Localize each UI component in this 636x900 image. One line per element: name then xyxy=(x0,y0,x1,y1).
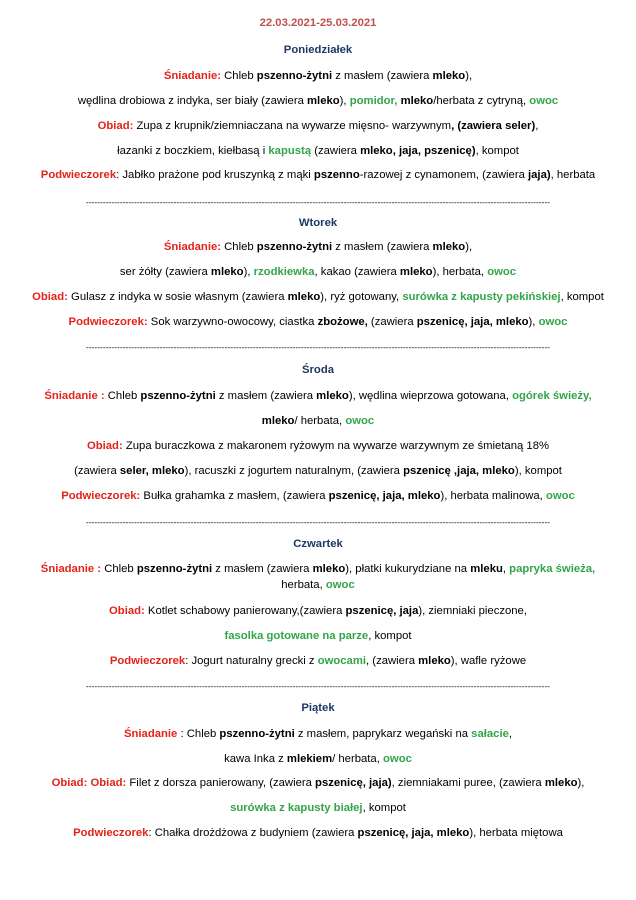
menu-line xyxy=(0,240,636,254)
menu-line xyxy=(0,144,636,158)
vegetable-fruit-text: papryka świeża, xyxy=(509,563,596,575)
vegetable-fruit-text: rzodkiewka xyxy=(253,266,315,278)
meal-label: Obiad: xyxy=(86,440,123,452)
menu-text: wędlina drobiowa z indyka, ser biały (zawiera xyxy=(77,95,308,107)
menu-text: kawa Inka z xyxy=(224,753,287,765)
menu-text: , kompot xyxy=(475,145,519,157)
menu-line xyxy=(0,168,636,182)
vegetable-fruit-text: owoc xyxy=(345,415,375,427)
meal-label: Podwieczorek xyxy=(40,169,117,181)
allergen-text: mleko xyxy=(287,291,321,303)
meal-label: Obiad: Obiad: xyxy=(51,777,127,789)
allergen-text: pszenicę, jaja, mleko xyxy=(328,490,441,502)
vegetable-fruit-text: owoc xyxy=(325,579,355,591)
menu-text: Gulasz z indyka w sosie własnym (zawiera xyxy=(67,291,288,303)
menu-text: (zawiera xyxy=(367,316,417,328)
date-range xyxy=(0,16,636,30)
allergen-text: mleko xyxy=(312,563,346,575)
allergen-text: pszenicę, jaja, mleko xyxy=(416,316,529,328)
menu-line xyxy=(0,562,636,576)
menu-text: ), ziemniaki pieczone, xyxy=(418,605,527,617)
menu-text: ), kompot xyxy=(514,465,562,477)
menu-text: 22.03.2021-25.03.2021 xyxy=(259,17,377,29)
vegetable-fruit-text: owoc xyxy=(538,316,568,328)
allergen-text: mleko xyxy=(544,777,578,789)
menu-text: : Jogurt naturalny grecki z xyxy=(185,655,318,667)
vegetable-fruit-text: kapustą xyxy=(268,145,312,157)
menu-text: Środa xyxy=(301,364,334,376)
menu-text: ), wafle ryżowe xyxy=(450,655,527,667)
menu-line xyxy=(0,94,636,108)
meal-label: Obiad: xyxy=(109,605,145,617)
day-heading-friday xyxy=(0,701,636,715)
menu-text: (zawiera xyxy=(74,465,120,477)
day-heading-thursday xyxy=(0,537,636,551)
allergen-text: mlekiem xyxy=(286,753,333,765)
vegetable-fruit-text: surówka z kapusty białej xyxy=(230,802,363,814)
menu-text: ), xyxy=(465,70,473,82)
allergen-text: pszenno-żytni xyxy=(136,563,213,575)
allergen-text: pszenicę, jaja, mleko xyxy=(357,827,470,839)
allergen-text: mleko xyxy=(432,241,466,253)
allergen-text: mleko xyxy=(432,70,466,82)
allergen-text: pszenno-żytni xyxy=(256,70,333,82)
menu-text: -razowej z cynamonem, (zawiera xyxy=(359,169,529,181)
menu-text: , kompot xyxy=(368,630,412,642)
vegetable-fruit-text: owoc xyxy=(529,95,559,107)
menu-text: z masłem (zawiera xyxy=(212,563,313,575)
allergen-text: mleko xyxy=(399,266,433,278)
menu-text: z masłem (zawiera xyxy=(332,241,433,253)
menu-text: Sok warzywno-owocowy, ciastka xyxy=(147,316,318,328)
menu-text: : Chleb xyxy=(177,728,220,740)
allergen-text: seler, mleko xyxy=(119,465,185,477)
allergen-text: mleko xyxy=(210,266,244,278)
menu-text: Chleb xyxy=(101,563,137,575)
meal-label: Obiad: xyxy=(97,120,134,132)
menu-text: ), xyxy=(339,95,350,107)
vegetable-fruit-text: surówka z kapusty pekińskiej xyxy=(402,291,561,303)
allergen-text: pszenno xyxy=(313,169,360,181)
menu-text: , xyxy=(508,728,513,740)
menu-text: Zupa buraczkowa z makaronem ryżowym na wywarze warzywnym ze śmietaną 18% xyxy=(122,440,550,452)
menu-text: ser żółty (zawiera xyxy=(119,266,211,278)
menu-text: Piątek xyxy=(301,702,335,714)
separator: -------------------------------------------------------------------------------------------------------------------------------------------------------------------- xyxy=(85,517,551,527)
menu-line xyxy=(0,629,636,643)
menu-line xyxy=(0,578,636,592)
allergen-text: mleko xyxy=(316,390,349,402)
menu-text: ), racuszki z jogurtem naturalnym, (zawiera xyxy=(184,465,404,477)
menu-text: Czwartek xyxy=(293,538,343,550)
menu-text: z masłem, paprykarz wegański na xyxy=(294,728,472,740)
day-heading-monday xyxy=(0,43,636,57)
menu-text: Chleb xyxy=(221,241,257,253)
menu-text: Wtorek xyxy=(298,217,338,229)
menu-line xyxy=(0,389,636,403)
menu-text: ), xyxy=(528,316,539,328)
menu-line xyxy=(0,119,636,133)
separator: -------------------------------------------------------------------------------------------------------------------------------------------------------------------- xyxy=(85,681,551,691)
menu-text: / herbata, xyxy=(294,415,346,427)
allergen-text: pszenicę, jaja) xyxy=(315,777,392,789)
menu-text: ), herbata miętowa xyxy=(469,827,563,839)
vegetable-fruit-text: owoc xyxy=(487,266,517,278)
meal-label: Podwieczorek: xyxy=(68,316,148,328)
menu-text: ), herbata malinowa, xyxy=(440,490,546,502)
menu-text: ), xyxy=(243,266,254,278)
menu-text: z masłem (zawiera xyxy=(215,390,317,402)
menu-line xyxy=(0,69,636,83)
vegetable-fruit-text: owoc xyxy=(383,753,412,765)
allergen-text: pszenno-żytni xyxy=(140,390,216,402)
menu-text: /herbata z cytryną, xyxy=(433,95,530,107)
vegetable-fruit-text: owocami xyxy=(317,655,367,667)
menu-line xyxy=(0,826,636,840)
menu-text: , kompot xyxy=(362,802,406,814)
menu-text: , xyxy=(502,563,510,575)
allergen-text: mleko xyxy=(418,655,451,667)
menu-text: , kakao (zawiera xyxy=(314,266,400,278)
menu-text: ), xyxy=(577,777,585,789)
meal-label: Podwieczorek: xyxy=(61,490,141,502)
allergen-text: pszenno-żytni xyxy=(256,241,333,253)
menu-text: , herbata xyxy=(550,169,596,181)
menu-text: ), wędlina wieprzowa gotowana, xyxy=(348,390,513,402)
menu-line xyxy=(0,414,636,428)
meal-label: Śniadanie : xyxy=(40,563,102,575)
menu-line xyxy=(0,604,636,618)
meal-label: Podwieczorek xyxy=(73,827,149,839)
vegetable-fruit-text: owoc xyxy=(545,490,575,502)
menu-text: , ziemniakami puree, (zawiera xyxy=(391,777,545,789)
menu-text: Poniedziałek xyxy=(283,44,353,56)
vegetable-fruit-text: sałacie xyxy=(471,728,509,740)
menu-text: (zawiera xyxy=(311,145,361,157)
separator: -------------------------------------------------------------------------------------------------------------------------------------------------------------------- xyxy=(85,197,551,207)
menu-text: , xyxy=(535,120,539,132)
meal-label: Śniadanie: xyxy=(163,241,221,253)
allergen-text: mleko, jaja, pszenicę) xyxy=(360,145,476,157)
allergen-text: jaja) xyxy=(528,169,551,181)
allergen-text: mleku xyxy=(470,563,503,575)
menu-text: : Chałka drożdżowa z budyniem (zawiera xyxy=(148,827,358,839)
menu-text: łazanki z boczkiem, kiełbasą i xyxy=(117,145,269,157)
menu-text: Bułka grahamka z masłem, (zawiera xyxy=(140,490,329,502)
menu-line xyxy=(0,290,636,304)
allergen-text: pszenno-żytni xyxy=(219,728,295,740)
menu-text: ), xyxy=(465,241,473,253)
menu-text: Chleb xyxy=(104,390,141,402)
allergen-text: , (zawiera seler) xyxy=(451,120,536,132)
menu-line xyxy=(0,801,636,815)
allergen-text: mleko xyxy=(400,95,434,107)
meal-label: Śniadanie: xyxy=(163,70,221,82)
menu-line xyxy=(0,315,636,329)
separator: -------------------------------------------------------------------------------------------------------------------------------------------------------------------- xyxy=(85,342,551,352)
menu-text: herbata, xyxy=(281,579,326,591)
menu-line xyxy=(0,752,636,766)
menu-text: , (zawiera xyxy=(366,655,419,667)
meal-label: Obiad: xyxy=(32,291,68,303)
menu-text: Filet z dorsza panierowany, (zawiera xyxy=(126,777,316,789)
menu-line xyxy=(0,439,636,453)
allergen-text: pszenicę, jaja xyxy=(345,605,419,617)
menu-text: / herbata, xyxy=(332,753,383,765)
day-heading-tuesday xyxy=(0,216,636,230)
menu-text: z masłem (zawiera xyxy=(332,70,433,82)
menu-line xyxy=(0,654,636,668)
menu-text: ), ryż gotowany, xyxy=(320,291,403,303)
menu-text: Zupa z krupnik/ziemniaczana na wywarze mięsno- warzywnym xyxy=(133,120,452,132)
menu-text: Kotlet schabowy panierowany,(zawiera xyxy=(144,605,346,617)
meal-label: Śniadanie : xyxy=(44,390,105,402)
menu-text: ), płatki kukurydziane na xyxy=(345,563,471,575)
allergen-text: zbożowe, xyxy=(317,316,368,328)
menu-line xyxy=(0,464,636,478)
menu-line xyxy=(0,776,636,790)
allergen-text: pszenicę ,jaja, mleko xyxy=(403,465,515,477)
menu-line xyxy=(0,489,636,503)
meal-label: Podwieczorek xyxy=(109,655,186,667)
allergen-text: mleko xyxy=(261,415,295,427)
menu-text: , kompot xyxy=(560,291,604,303)
vegetable-fruit-text: ogórek świeży, xyxy=(512,390,592,402)
vegetable-fruit-text: pomidor, xyxy=(349,95,398,107)
allergen-text: mleko xyxy=(307,95,340,107)
menu-line xyxy=(0,727,636,741)
menu-line xyxy=(0,265,636,279)
menu-text: : Jabłko prażone pod kruszynką z mąki xyxy=(116,169,314,181)
menu-text: Chleb xyxy=(221,70,257,82)
meal-label: Śniadanie xyxy=(123,728,178,740)
vegetable-fruit-text: fasolka gotowane na parze xyxy=(224,630,369,642)
day-heading-wednesday xyxy=(0,363,636,377)
menu-text: ), herbata, xyxy=(432,266,488,278)
